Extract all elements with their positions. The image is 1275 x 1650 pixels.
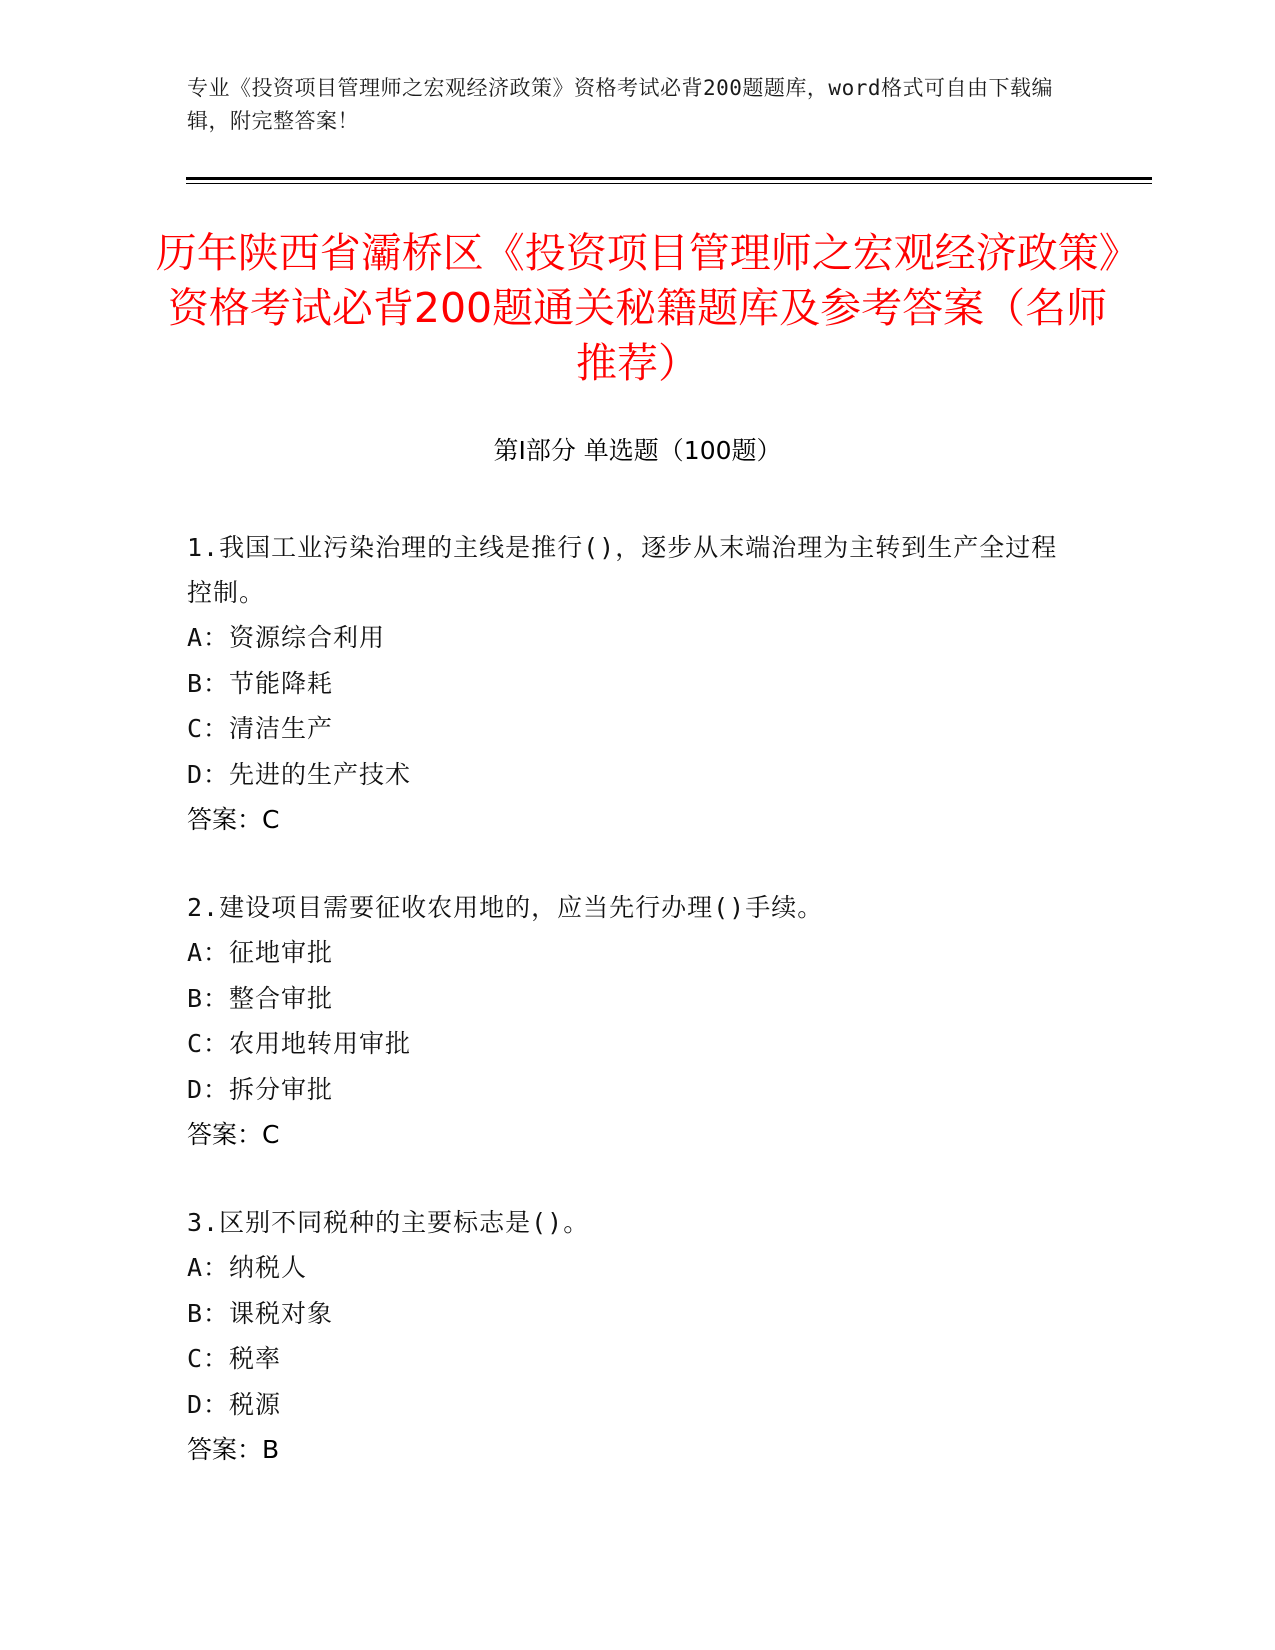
question-stem: 1.我国工业污染治理的主线是推行()，逐步从末端治理为主转到生产全过程控制。	[187, 533, 1058, 607]
option-d: D：税源	[187, 1389, 282, 1419]
answer: 答案：C	[187, 805, 280, 834]
option-a: A：资源综合利用	[187, 623, 386, 652]
option-c: C：清洁生产	[187, 714, 334, 743]
question-stem: 3.区别不同税种的主要标志是()。	[187, 1208, 590, 1237]
question-1	[187, 525, 1067, 842]
question-stem: 2.建设项目需要征收农用地的，应当先行办理()手续。	[187, 893, 824, 922]
header-note: 专业《投资项目管理师之宏观经济政策》资格考试必背200题题库，word格式可自由下载编辑，附完整答案！	[187, 76, 1053, 133]
option-b: B：节能降耗	[187, 668, 334, 698]
answer: 答案：B	[187, 1435, 280, 1464]
question-list	[187, 525, 1067, 1515]
option-a: A：纳税人	[187, 1253, 308, 1282]
answer: 答案：C	[187, 1120, 280, 1149]
header-rule-thick	[186, 177, 1152, 180]
question-2	[187, 885, 1067, 1157]
option-d: D：先进的生产技术	[187, 759, 412, 789]
header-rule-thin	[186, 183, 1152, 184]
option-b: B：课税对象	[187, 1298, 334, 1328]
option-c: C：税率	[187, 1344, 282, 1373]
option-c: C：农用地转用审批	[187, 1029, 412, 1058]
question-3	[187, 1200, 1067, 1472]
option-d: D：拆分审批	[187, 1074, 334, 1104]
section-title: 第Ⅰ部分 单选题（100题）	[493, 436, 782, 465]
option-b: B：整合审批	[187, 983, 334, 1013]
document-title: 历年陕西省灞桥区《投资项目管理师之宏观经济政策》资格考试必背200题通关秘籍题库及参考答案（名师推荐）	[155, 229, 1120, 387]
option-a: A：征地审批	[187, 938, 334, 967]
